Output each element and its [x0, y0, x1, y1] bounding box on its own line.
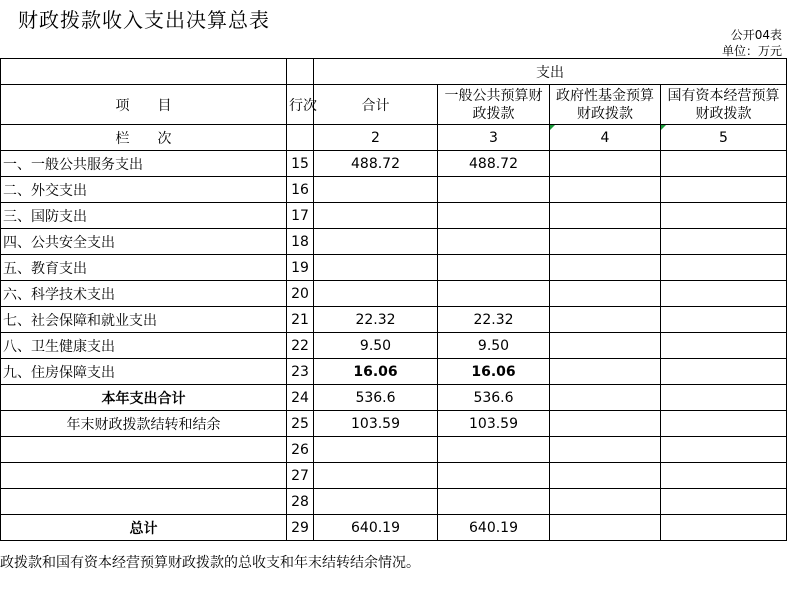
row-item-name: 九、住房保障支出 — [1, 359, 287, 385]
table-row — [1, 411, 787, 437]
row-gov-fund — [550, 307, 661, 333]
row-number: 29 — [287, 515, 314, 541]
row-item-name: 二、外交支出 — [1, 177, 287, 203]
table-row — [1, 463, 787, 489]
row-soe-capital — [661, 281, 787, 307]
row-gov-fund — [550, 489, 661, 515]
row-number: 26 — [287, 437, 314, 463]
column-label: 栏 次 — [1, 125, 287, 151]
row-number: 19 — [287, 255, 314, 281]
row-total — [314, 255, 438, 281]
row-total — [314, 463, 438, 489]
expenditure-group-header: 支出 — [314, 59, 787, 85]
row-gov-fund — [550, 333, 661, 359]
table-row — [1, 437, 787, 463]
row-item-name: 本年支出合计 — [1, 385, 287, 411]
row-gov-fund — [550, 281, 661, 307]
row-total: 640.19 — [314, 515, 438, 541]
row-general-budget — [438, 489, 550, 515]
table-row — [1, 281, 787, 307]
table-row — [1, 229, 787, 255]
table-row — [1, 515, 787, 541]
row-general-budget: 536.6 — [438, 385, 550, 411]
table-row — [1, 255, 787, 281]
row-item-name: 四、公共安全支出 — [1, 229, 287, 255]
row-gov-fund — [550, 385, 661, 411]
row-item-name — [1, 489, 287, 515]
table-row — [1, 307, 787, 333]
row-number: 27 — [287, 463, 314, 489]
row-total — [314, 437, 438, 463]
row-soe-capital — [661, 359, 787, 385]
row-total — [314, 177, 438, 203]
gov-fund-header: 政府性基金预算财政拨款 — [550, 85, 661, 125]
row-number: 17 — [287, 203, 314, 229]
row-general-budget — [438, 203, 550, 229]
row-total — [314, 489, 438, 515]
row-soe-capital — [661, 515, 787, 541]
row-total — [314, 203, 438, 229]
row-number: 25 — [287, 411, 314, 437]
row-number: 22 — [287, 333, 314, 359]
row-general-budget: 22.32 — [438, 307, 550, 333]
fiscal-table — [0, 58, 787, 541]
col-index-4: 4 — [550, 125, 661, 151]
row-total — [314, 281, 438, 307]
row-general-budget — [438, 255, 550, 281]
col-index-5: 5 — [661, 125, 787, 151]
general-budget-header: 一般公共预算财政拨款 — [438, 85, 550, 125]
blank-header-cell — [1, 59, 287, 85]
row-soe-capital — [661, 437, 787, 463]
row-number: 28 — [287, 489, 314, 515]
soe-capital-header: 国有资本经营预算财政拨款 — [661, 85, 787, 125]
table-row — [1, 151, 787, 177]
row-general-budget: 9.50 — [438, 333, 550, 359]
row-soe-capital — [661, 229, 787, 255]
row-soe-capital — [661, 151, 787, 177]
row-item-name: 三、国防支出 — [1, 203, 287, 229]
form-code: 公开04表 — [730, 28, 782, 42]
row-item-name — [1, 463, 287, 489]
row-general-budget: 640.19 — [438, 515, 550, 541]
row-general-budget: 488.72 — [438, 151, 550, 177]
row-general-budget — [438, 463, 550, 489]
row-item-name: 五、教育支出 — [1, 255, 287, 281]
page-title: 财政拨款收入支出决算总表 — [18, 8, 270, 32]
unit-label: 单位：万元 — [721, 44, 782, 58]
row-number: 18 — [287, 229, 314, 255]
total-header: 合计 — [314, 85, 438, 125]
row-item-name: 年末财政拨款结转和结余 — [1, 411, 287, 437]
row-soe-capital — [661, 385, 787, 411]
row-no-header: 行次 — [287, 85, 314, 125]
row-gov-fund — [550, 411, 661, 437]
row-gov-fund — [550, 463, 661, 489]
row-soe-capital — [661, 177, 787, 203]
row-total: 9.50 — [314, 333, 438, 359]
row-number: 21 — [287, 307, 314, 333]
row-soe-capital — [661, 203, 787, 229]
row-general-budget — [438, 177, 550, 203]
table-row — [1, 385, 787, 411]
blank-index-cell — [287, 125, 314, 151]
item-header: 项 目 — [1, 85, 287, 125]
row-gov-fund — [550, 359, 661, 385]
row-number: 20 — [287, 281, 314, 307]
table-row — [1, 177, 787, 203]
col-index-3: 3 — [438, 125, 550, 151]
row-total: 488.72 — [314, 151, 438, 177]
row-item-name: 一、一般公共服务支出 — [1, 151, 287, 177]
row-soe-capital — [661, 489, 787, 515]
row-gov-fund — [550, 437, 661, 463]
row-total: 22.32 — [314, 307, 438, 333]
row-general-budget — [438, 281, 550, 307]
row-item-name: 八、卫生健康支出 — [1, 333, 287, 359]
row-number: 15 — [287, 151, 314, 177]
footnote: 政拨款和国有资本经营预算财政拨款的总收支和年末结转结余情况。 — [0, 555, 420, 571]
row-item-name: 七、社会保障和就业支出 — [1, 307, 287, 333]
blank-header-cell — [287, 59, 314, 85]
row-soe-capital — [661, 307, 787, 333]
row-soe-capital — [661, 411, 787, 437]
row-gov-fund — [550, 255, 661, 281]
row-item-name: 总计 — [1, 515, 287, 541]
row-total: 16.06 — [314, 359, 438, 385]
row-total — [314, 229, 438, 255]
row-item-name: 六、科学技术支出 — [1, 281, 287, 307]
table-row — [1, 489, 787, 515]
row-total: 536.6 — [314, 385, 438, 411]
row-general-budget — [438, 437, 550, 463]
row-general-budget — [438, 229, 550, 255]
row-soe-capital — [661, 333, 787, 359]
row-gov-fund — [550, 515, 661, 541]
row-soe-capital — [661, 463, 787, 489]
row-number: 23 — [287, 359, 314, 385]
table-row — [1, 203, 787, 229]
row-number: 16 — [287, 177, 314, 203]
row-item-name — [1, 437, 287, 463]
row-gov-fund — [550, 151, 661, 177]
row-number: 24 — [287, 385, 314, 411]
table-row — [1, 333, 787, 359]
row-soe-capital — [661, 255, 787, 281]
table-row — [1, 359, 787, 385]
row-total: 103.59 — [314, 411, 438, 437]
row-general-budget: 103.59 — [438, 411, 550, 437]
row-gov-fund — [550, 177, 661, 203]
col-index-2: 2 — [314, 125, 438, 151]
row-gov-fund — [550, 203, 661, 229]
row-gov-fund — [550, 229, 661, 255]
row-general-budget: 16.06 — [438, 359, 550, 385]
